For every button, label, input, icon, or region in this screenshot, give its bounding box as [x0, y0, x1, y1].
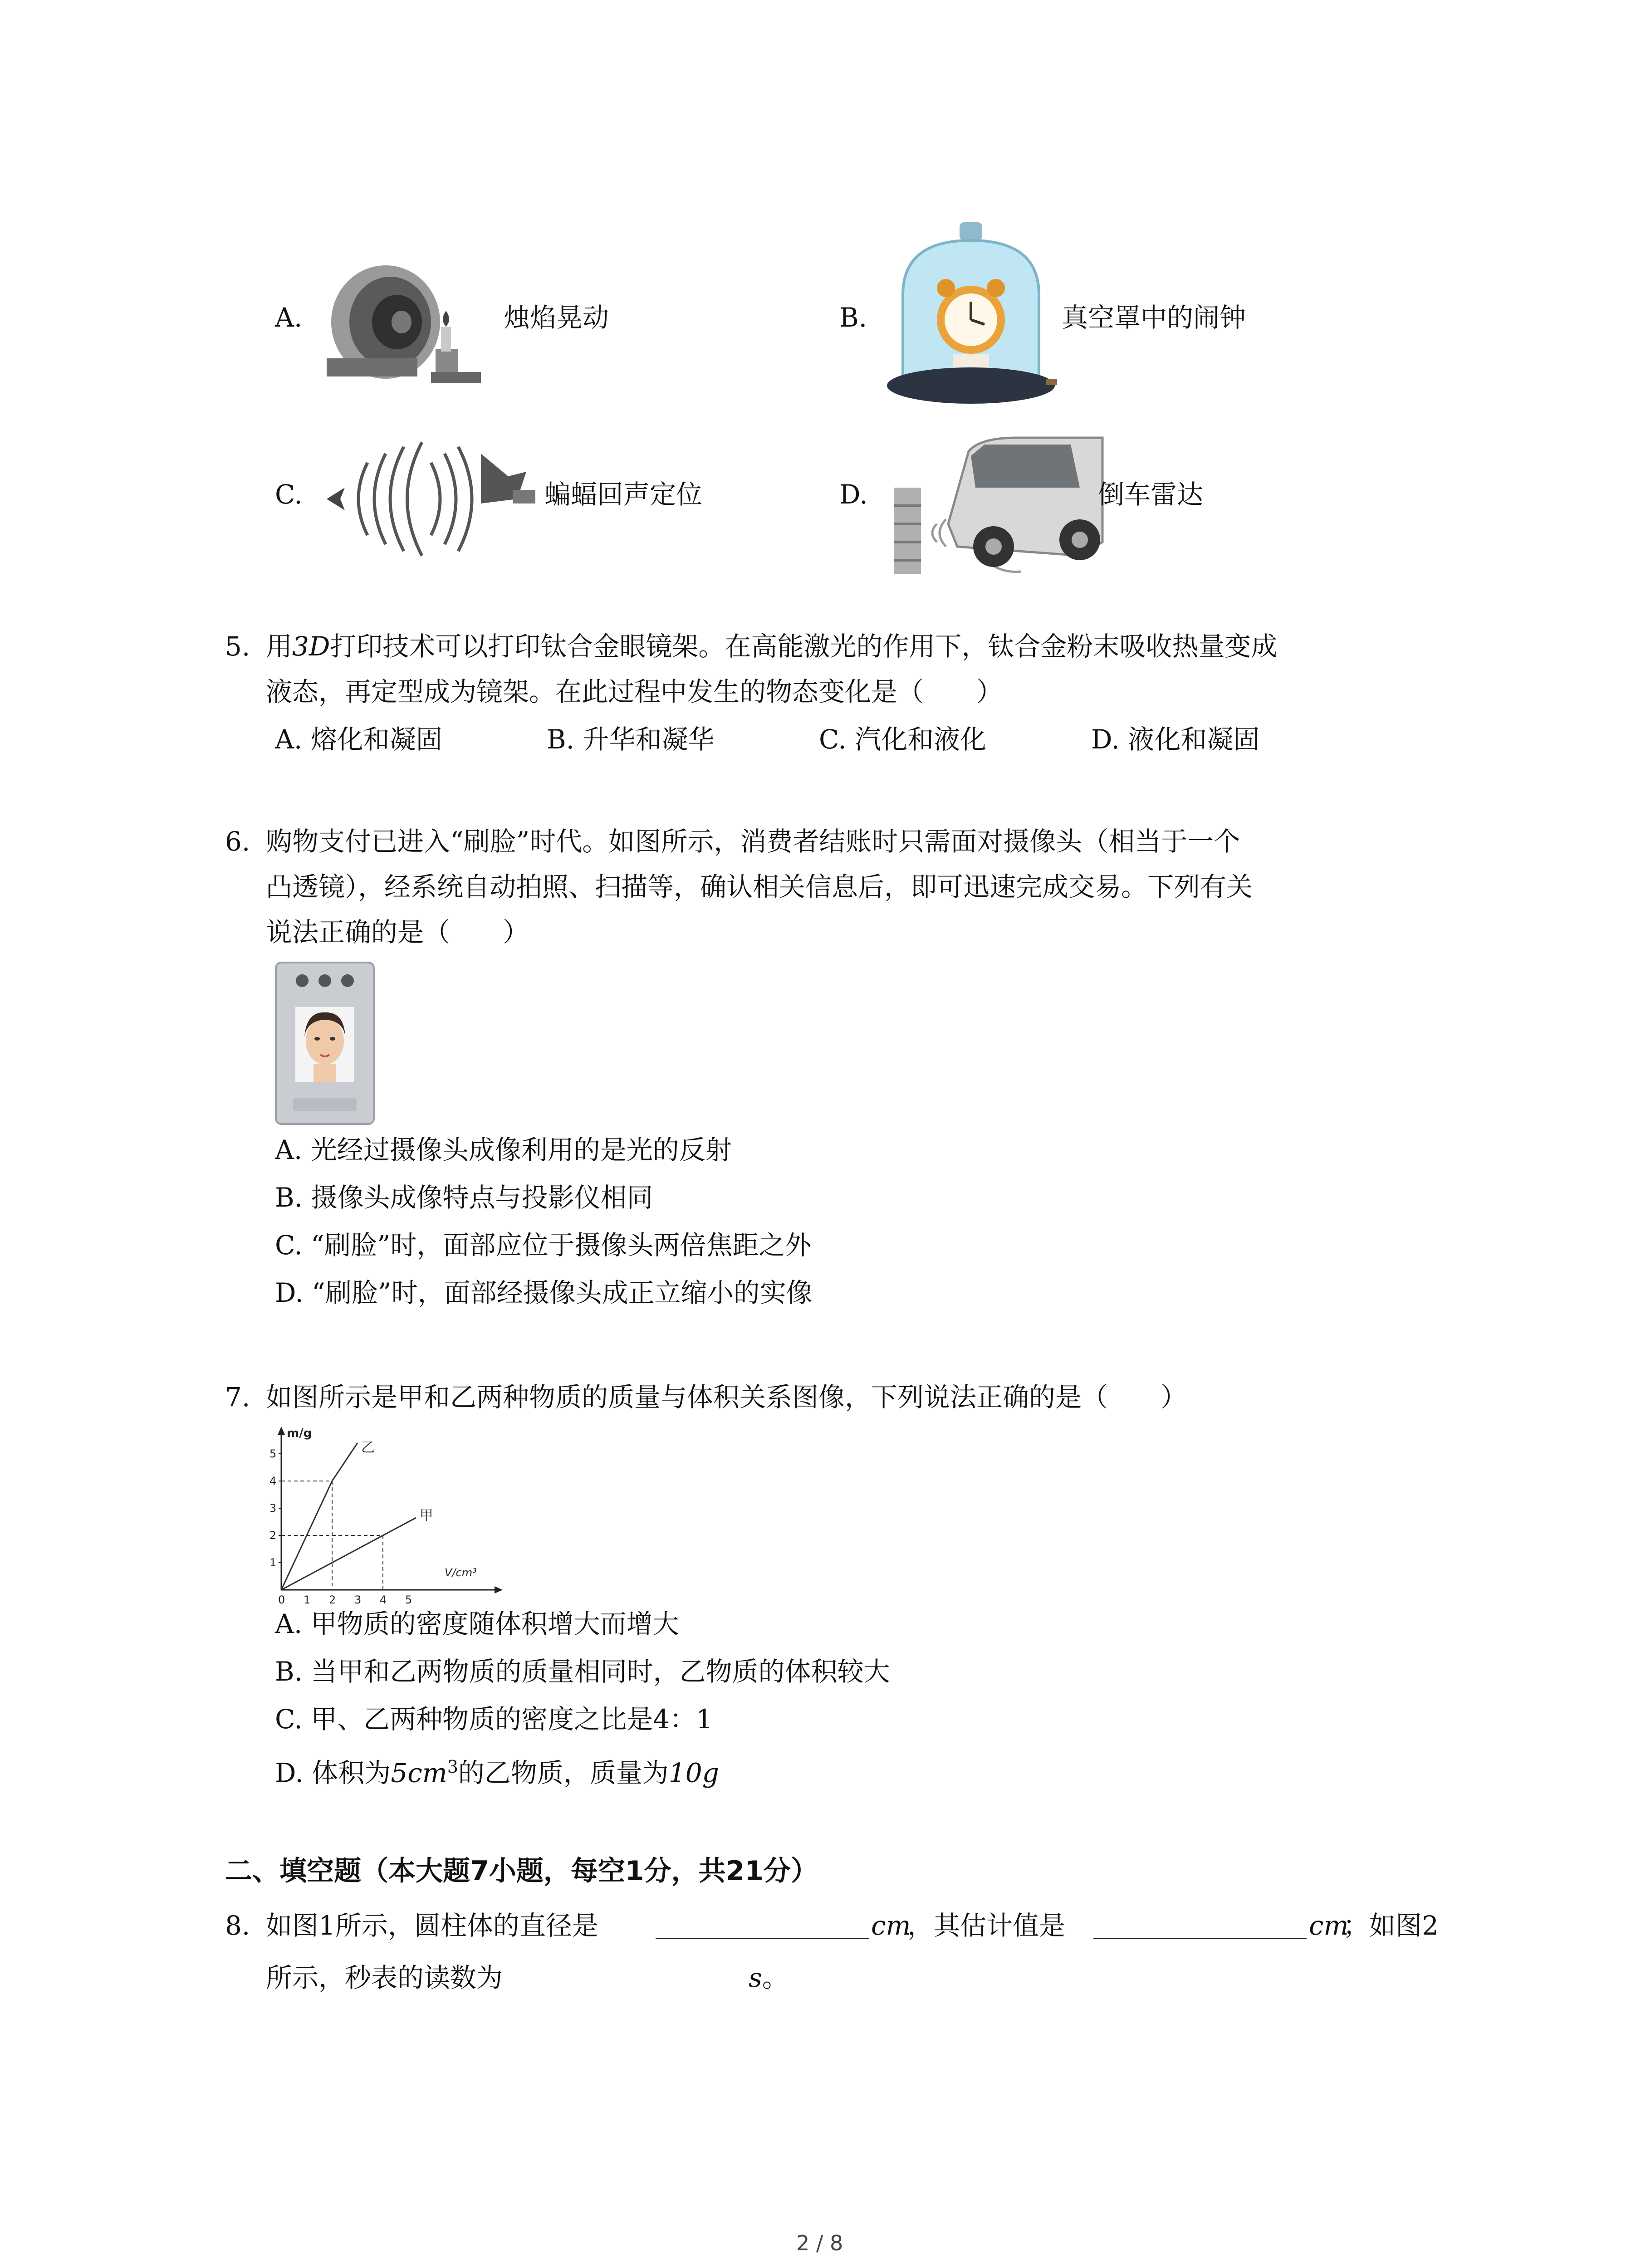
- q5-number: 5.: [225, 631, 250, 662]
- q7-number: 7.: [225, 1382, 250, 1413]
- q8-unit-1: cm: [871, 1910, 911, 1941]
- option-b-letter: B.: [839, 302, 867, 333]
- q5-option-b: B. 升华和凝华: [547, 724, 715, 755]
- q6-number: 6.: [225, 826, 250, 857]
- x-tick-label: 1: [304, 1593, 311, 1606]
- q8-stem-part2: ，其估计值是: [907, 1910, 1066, 1941]
- series-line-yi: [281, 1443, 358, 1590]
- series-label: 甲: [419, 1508, 433, 1524]
- q8-blank-stopwatch[interactable]: [556, 1990, 746, 1991]
- x-tick-label: 3: [354, 1593, 362, 1606]
- series-line-jia: [281, 1518, 416, 1590]
- y-axis-label: m/g: [287, 1427, 312, 1440]
- page-number: 2 / 8: [796, 2231, 843, 2255]
- series-label: 乙: [361, 1440, 375, 1456]
- q5-stem-line1: 用3D打印技术可以打印钛合金眼镜架。在高能激光的作用下，钛合金粉末吸收热量变成: [266, 631, 1278, 662]
- x-tick-label: 0: [278, 1593, 285, 1606]
- q7-option-a: A. 甲物质的密度随体积增大而增大: [275, 1608, 679, 1639]
- q7-option-b: B. 当甲和乙两物质的质量相同时，乙物质的体积较大: [275, 1656, 890, 1687]
- option-c-text: 蝙蝠回声定位: [544, 479, 703, 510]
- face-recognition-terminal-image: [275, 962, 375, 1125]
- y-tick-label: 4: [269, 1475, 277, 1487]
- q6-stem-line2: 凸透镜），经系统自动拍照、扫描等，确认相关信息后，即可迅速完成交易。下列有关: [266, 871, 1253, 902]
- q8-stem-part1: 如图1所示，圆柱体的直径是: [266, 1910, 598, 1941]
- q6-option-b: B. 摄像头成像特点与投影仪相同: [275, 1182, 653, 1213]
- q8-blank-diameter[interactable]: [656, 1938, 869, 1939]
- q8-unit-2: cm: [1309, 1910, 1349, 1941]
- q7-stem: 如图所示是甲和乙两种物质的质量与体积关系图像，下列说法正确的是（ ）: [266, 1382, 1187, 1413]
- q7-option-d: D. 体积为$5cm^3$的乙物质，质量为10g: [275, 1757, 719, 1789]
- section-2-title: 二、填空题（本大题7小题，每空1分，共21分）: [225, 1855, 818, 1887]
- bat-echolocation-image: [318, 435, 544, 562]
- q8-blank-estimate[interactable]: [1093, 1938, 1307, 1939]
- mass-volume-chart: [263, 1424, 517, 1606]
- option-d-letter: D.: [839, 479, 868, 510]
- q6-stem-line1: 购物支付已进入“刷脸”时代。如图所示，消费者结账时只需面对摄像头（相当于一个: [266, 826, 1240, 857]
- q5-option-c: C. 汽化和液化: [819, 724, 987, 755]
- option-d-text: 倒车雷达: [1098, 479, 1204, 510]
- q8-number: 8.: [225, 1910, 250, 1941]
- y-tick-label: 3: [269, 1502, 277, 1515]
- q7-option-c: C. 甲、乙两种物质的密度之比是4：1: [275, 1704, 713, 1735]
- x-tick-label: 5: [405, 1593, 412, 1606]
- bell-jar-clock-image: [885, 222, 1057, 413]
- reversing-radar-car-image: [889, 433, 1107, 583]
- x-tick-label: 2: [329, 1593, 336, 1606]
- y-tick-label: 5: [269, 1447, 277, 1460]
- q8-stem-line2: 所示，秒表的读数为: [266, 1962, 503, 1993]
- option-a-text: 烛焰晃动: [504, 302, 609, 333]
- q5-stem-line2: 液态，再定型成为镜架。在此过程中发生的物态变化是（ ）: [266, 676, 1003, 707]
- q5-option-a: A. 熔化和凝固: [275, 724, 442, 755]
- q6-option-c: C. “刷脸”时，面部应位于摄像头两倍焦距之外: [275, 1230, 812, 1261]
- x-axis-arrow: [495, 1586, 503, 1593]
- q5-option-d: D. 液化和凝固: [1091, 724, 1260, 755]
- q6-stem-line3: 说法正确的是（ ）: [266, 917, 529, 948]
- q8-unit-s: s。: [749, 1962, 789, 1993]
- x-axis-label: V/cm³: [445, 1566, 477, 1579]
- y-tick-label: 2: [269, 1529, 277, 1542]
- option-b-text: 真空罩中的闹钟: [1062, 302, 1246, 333]
- option-a-letter: A.: [275, 302, 303, 333]
- option-c-letter: C.: [275, 479, 303, 510]
- y-tick-label: 1: [269, 1556, 277, 1569]
- q6-option-a: A. 光经过摄像头成像利用的是光的反射: [275, 1134, 732, 1165]
- y-axis-arrow: [278, 1427, 285, 1435]
- speaker-candle-image: [318, 254, 499, 390]
- x-tick-label: 4: [380, 1593, 387, 1606]
- q8-stem-part3: ；如图2: [1343, 1910, 1439, 1941]
- q6-option-d: D. “刷脸”时，面部经摄像头成正立缩小的实像: [275, 1277, 813, 1308]
